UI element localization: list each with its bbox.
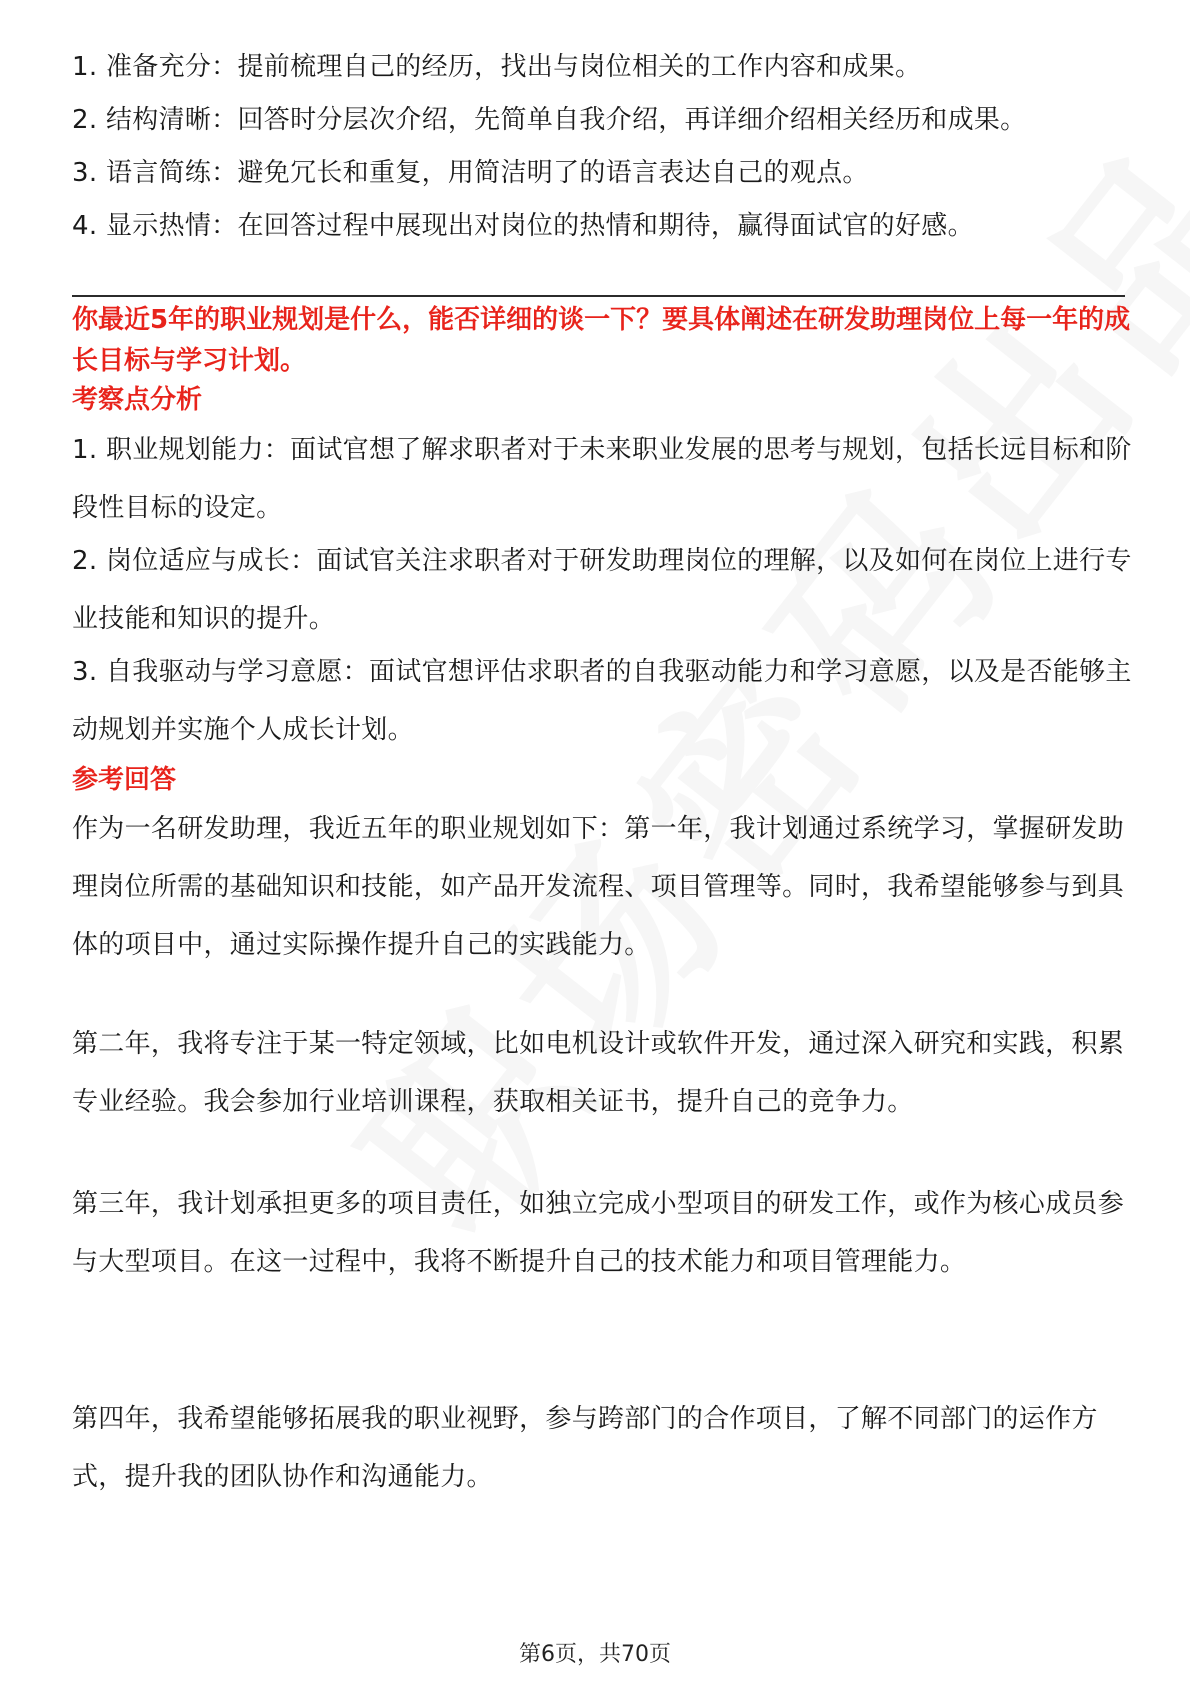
answer-paragraph-2: 第二年，我将专注于某一特定领域，比如电机设计或软件开发，通过深入研究和实践，积累专业经验。我会参加行业培训课程，获取相关证书，提升自己的竞争力。	[72, 1029, 1125, 1117]
page-footer: 第6页，共70页	[519, 1642, 671, 1667]
question-title: 你最近5年的职业规划是什么，能否详细的谈一下？要具体阐述在研发助理岗位上每一年的成长目标与学习计划。	[72, 305, 1131, 376]
answer-paragraph-3: 第三年，我计划承担更多的项目责任，如独立完成小型项目的研发工作，或作为核心成员参与大型项目。在这一过程中，我将不断提升自己的技术能力和项目管理能力。	[72, 1189, 1125, 1277]
analysis-point-3: 3. 自我驱动与学习意愿：面试官想评估求职者的自我驱动能力和学习意愿，以及是否能够主动规划并实施个人成长计划。	[72, 657, 1132, 745]
intro-point-2: 2. 结构清晰：回答时分层次介绍，先简单自我介绍，再详细介绍相关经历和成果。	[72, 105, 1027, 135]
answer-heading: 参考回答	[72, 765, 177, 795]
analysis-heading: 考察点分析	[72, 385, 203, 415]
analysis-point-2: 2. 岗位适应与成长：面试官关注求职者对于研发助理岗位的理解，以及如何在岗位上进行专业技能和知识的提升。	[72, 546, 1132, 634]
answer-paragraph-4: 第四年，我希望能够拓展我的职业视野，参与跨部门的合作项目，了解不同部门的运作方式，提升我的团队协作和沟通能力。	[72, 1404, 1098, 1492]
answer-paragraph-1: 作为一名研发助理，我近五年的职业规划如下：第一年，我计划通过系统学习，掌握研发助理岗位所需的基础知识和技能，如产品开发流程、项目管理等。同时，我希望能够参与到具体的项目中，通过实际操作提升自己的实践能力。	[72, 814, 1125, 960]
intro-point-1: 1. 准备充分：提前梳理自己的经历，找出与岗位相关的工作内容和成果。	[72, 52, 922, 82]
intro-point-4: 4. 显示热情：在回答过程中展现出对岗位的热情和期待，赢得面试官的好感。	[72, 211, 974, 241]
analysis-point-1: 1. 职业规划能力：面试官想了解求职者对于未来职业发展的思考与规划，包括长远目标和阶段性目标的设定。	[72, 435, 1132, 523]
section-divider	[72, 295, 1125, 297]
intro-point-3: 3. 语言简练：避免冗长和重复，用简洁明了的语言表达自己的观点。	[72, 158, 869, 188]
